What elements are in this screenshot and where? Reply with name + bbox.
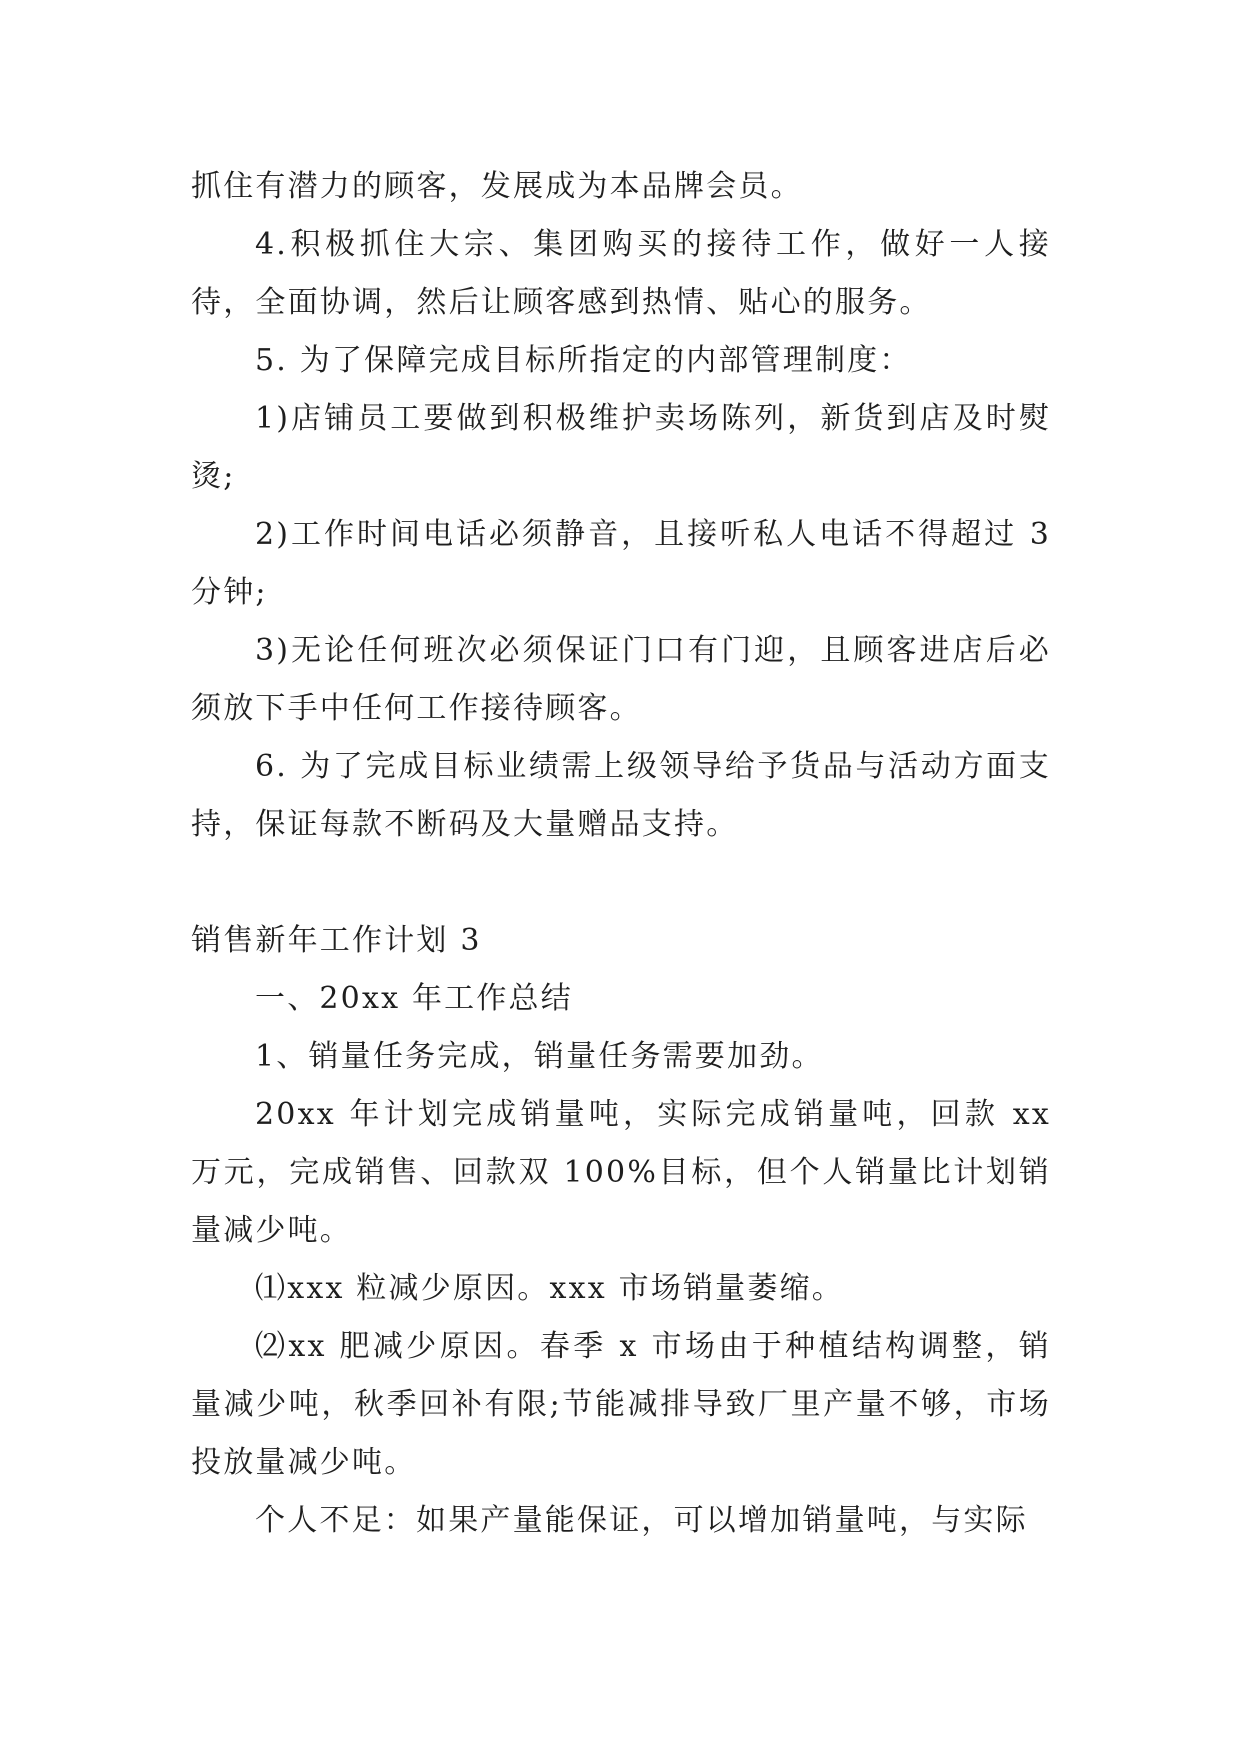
paragraph: 1)店铺员工要做到积极维护卖场陈列，新货到店及时熨烫; [191, 401, 1051, 494]
paragraph: 1、销量任务完成，销量任务需要加劲。 [255, 1039, 824, 1074]
paragraph: 3)无论任何班次必须保证门口有门迎，且顾客进店后必须放下手中任何工作接待顾客。 [191, 633, 1051, 726]
paragraph: 20xx 年计划完成销量吨，实际完成销量吨，回款 xx 万元，完成销售、回款双 100%目标，但个人销量比计划销量减少吨。 [191, 1097, 1051, 1248]
paragraph: 抓住有潜力的顾客，发展成为本品牌会员。 [191, 169, 803, 204]
paragraph: 2)工作时间电话必须静音，且接听私人电话不得超过 3 分钟; [191, 517, 1051, 610]
section-title: 销售新年工作计划 3 [191, 923, 482, 958]
paragraph: 5. 为了保障完成目标所指定的内部管理制度： [255, 343, 912, 378]
paragraph: ⑴xxx 粒减少原因。xxx 市场销量萎缩。 [255, 1271, 844, 1306]
paragraph: 个人不足：如果产量能保证，可以增加销量吨，与实际 [255, 1503, 1028, 1538]
section-heading: 一、20xx 年工作总结 [255, 981, 573, 1016]
paragraph: ⑵xx 肥减少原因。春季 x 市场由于种植结构调整，销量减少吨，秋季回补有限;节能减排导致厂里产量不够，市场投放量减少吨。 [191, 1329, 1051, 1480]
document-body [191, 158, 1051, 1550]
paragraph: 4.积极抓住大宗、集团购买的接待工作，做好一人接待，全面协调，然后让顾客感到热情、贴心的服务。 [191, 227, 1051, 320]
paragraph: 6. 为了完成目标业绩需上级领导给予货品与活动方面支持，保证每款不断码及大量赠品支持。 [191, 749, 1051, 842]
